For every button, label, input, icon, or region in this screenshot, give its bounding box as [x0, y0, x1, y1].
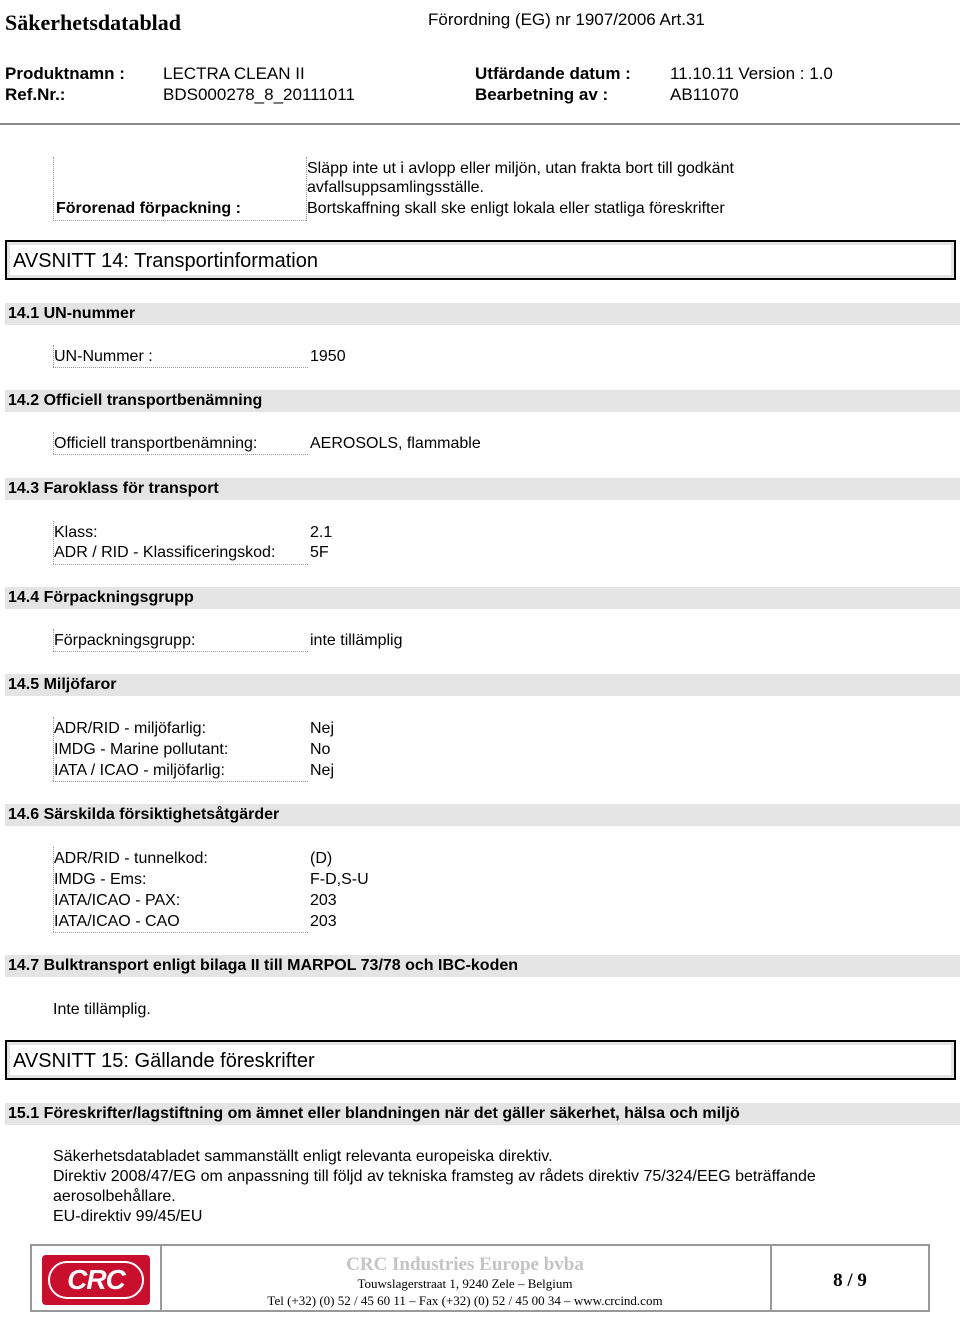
- page-number: 8 / 9: [833, 1270, 867, 1291]
- classification-code-value: 5F: [310, 544, 329, 561]
- subsection-14-1: [5, 303, 960, 325]
- un-number-value: 1950: [310, 348, 346, 365]
- shipping-name-label: Officiell transportbenämning:: [54, 435, 258, 452]
- subsection-title: 14.1 UN-nummer: [8, 305, 136, 322]
- dotted-guide: [53, 651, 308, 652]
- dotted-guide: [53, 454, 308, 455]
- subsection-14-6: [5, 804, 960, 826]
- subsection-14-4: [5, 587, 960, 609]
- subsection-14-5: [5, 674, 960, 696]
- regulation-text-line: Säkerhetsdatabladet sammanställt enligt relevanta europeiska direktiv.: [53, 1148, 553, 1165]
- processing-label: Bearbetning av :: [475, 85, 609, 104]
- crc-logo: [42, 1255, 150, 1305]
- precaution-value: (D): [310, 850, 333, 867]
- subsection-title: 15.1 Föreskrifter/lagstiftning om ämnet eller blandningen när det gäller säkerhet, hälsa och miljö: [8, 1105, 740, 1122]
- company-address: Touwslagerstraat 1, 9240 Zele – Belgium: [357, 1276, 573, 1291]
- precaution-value: F-D,S-U: [310, 871, 369, 888]
- dotted-guide: [53, 157, 54, 221]
- subsection-title: 14.6 Särskilda försiktighetsåtgärder: [8, 806, 280, 823]
- class-label: Klass:: [54, 524, 98, 541]
- subsection-title: 14.2 Officiell transportbenämning: [8, 392, 263, 409]
- precaution-value: 203: [310, 892, 337, 909]
- env-hazard-value: Nej: [310, 762, 335, 779]
- crc-logo-text: CRC: [67, 1264, 125, 1295]
- subsection-title: 14.7 Bulktransport enligt bilaga II till MARPOL 73/78 och IBC-koden: [8, 957, 519, 974]
- precaution-label: IMDG - Ems:: [54, 871, 147, 888]
- env-hazard-label: ADR/RID - miljöfarlig:: [54, 720, 207, 737]
- dotted-guide: [53, 367, 308, 368]
- classification-code-label: ADR / RID - Klassificeringskod:: [54, 544, 276, 561]
- env-hazard-label: IATA / ICAO - miljöfarlig:: [54, 762, 225, 779]
- dotted-guide: [53, 781, 308, 782]
- header-divider: [0, 123, 960, 125]
- class-value: 2.1: [310, 524, 333, 541]
- section-14-title: AVSNITT 14: Transportinformation: [13, 250, 318, 272]
- section-15-title: AVSNITT 15: Gällande föreskrifter: [13, 1050, 315, 1072]
- regulation-text-line: aerosolbehållare.: [53, 1188, 176, 1205]
- section-15-header: [5, 1040, 956, 1080]
- product-name-label: Produktnamn :: [5, 64, 125, 83]
- company-contact: Tel (+32) (0) 52 / 45 60 11 – Fax (+32) (0) 52 / 45 00 34 – www.crcind.com: [267, 1293, 663, 1308]
- env-hazard-value: No: [310, 741, 331, 758]
- dotted-guide: [53, 564, 308, 565]
- subsection-14-7: [5, 955, 960, 977]
- subsection-14-2: [5, 390, 960, 412]
- subsection-title: 14.3 Faroklass för transport: [8, 480, 219, 497]
- regulation-text-line: EU-direktiv 99/45/EU: [53, 1208, 203, 1225]
- waste-text-line: Bortskaffning skall ske enligt lokala eller statliga föreskrifter: [307, 200, 725, 217]
- subsection-14-3: [5, 478, 960, 500]
- precaution-value: 203: [310, 913, 337, 930]
- shipping-name-value: AEROSOLS, flammable: [310, 435, 481, 452]
- waste-text-line: Släpp inte ut i avlopp eller miljön, utan frakta bort till godkänt: [307, 160, 734, 177]
- packing-group-label: Förpackningsgrupp:: [54, 632, 196, 649]
- issue-date: 11.10.11 Version : 1.0: [670, 64, 833, 83]
- document-title: Säkerhetsdatablad: [5, 10, 182, 35]
- dotted-guide: [53, 220, 306, 221]
- regulation-text-line: Direktiv 2008/47/EG om anpassning till följd av tekniska framsteg av rådets direktiv 75/324/EEG beträffande: [53, 1168, 816, 1185]
- env-hazard-label: IMDG - Marine pollutant:: [54, 741, 229, 758]
- company-name: CRC Industries Europe bvba: [346, 1254, 584, 1275]
- precaution-label: IATA/ICAO - CAO: [54, 913, 180, 930]
- waste-text-line: avfallsuppsamlingsställe.: [307, 179, 484, 196]
- bulk-transport-text: Inte tillämplig.: [53, 1001, 151, 1018]
- subsection-title: 14.4 Förpackningsgrupp: [8, 589, 194, 606]
- subsection-15-1: [5, 1103, 960, 1125]
- regulation-reference: Förordning (EG) nr 1907/2006 Art.31: [428, 10, 705, 29]
- un-number-label: UN-Nummer :: [54, 348, 153, 365]
- ref-label: Ref.Nr.:: [5, 85, 66, 104]
- contaminated-packaging-label: Förorenad förpackning :: [56, 200, 241, 217]
- subsection-title: 14.5 Miljöfaror: [8, 676, 117, 693]
- dotted-guide: [53, 932, 308, 933]
- precaution-label: IATA/ICAO - PAX:: [54, 892, 181, 909]
- env-hazard-value: Nej: [310, 720, 335, 737]
- ref-number: BDS000278_8_20111011: [163, 85, 355, 104]
- section-14-header: [5, 240, 956, 280]
- product-name: LECTRA CLEAN II: [163, 64, 305, 83]
- processing-value: AB11070: [670, 85, 739, 104]
- precaution-label: ADR/RID - tunnelkod:: [54, 850, 208, 867]
- issue-date-label: Utfärdande datum :: [475, 64, 631, 83]
- packing-group-value: inte tillämplig: [310, 632, 403, 649]
